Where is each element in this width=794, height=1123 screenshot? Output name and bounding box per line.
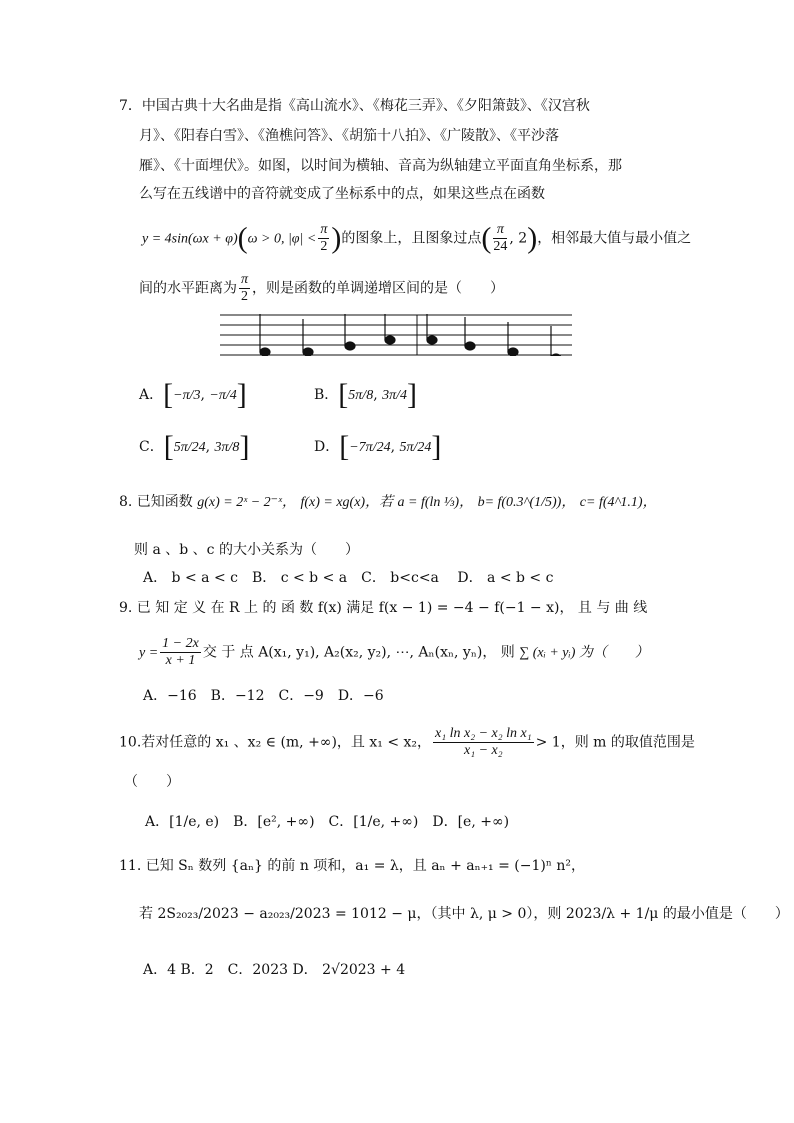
q7-option-c[interactable]: C．[5π/24, 3π/8] (139, 430, 250, 463)
note-7 (508, 348, 518, 356)
q7-line3: 雁》、《十面埋伏》。如图，以时间为横轴、音高为纵轴建立平面直角坐标系，那 (139, 158, 622, 174)
q8-line1: 8. 已知函数 g(x) = 2ˣ − 2⁻ˣ， f(x) = xg(x)，若 a = f(ln ⅓)， b= f(0.3^(1/5))， c= f(4^1.1)， (119, 494, 657, 510)
note-6 (465, 342, 475, 350)
q8-line2: 则 a 、b 、c 的大小关系为（ ） (134, 542, 359, 558)
q7-line5: y = 4sin(ωx + φ)(ω > 0, |φ| < $\frac{\pi}{2}$ )的图象上，且图象过点( $\frac{\pi}{24}$ , 2)，相邻最大值与最小值之 (142, 221, 692, 255)
q10-line1: 10.若对任意的 x₁ 、x₂ ∈ (m, +∞)，且 x₁ < x₂， $\frac{\text{x₁ ln x₂ − x₂ ln x₁}}{\text{x₁ − x₂}}$ > 1，则 m 的取值范围是 (119, 726, 695, 758)
q10-line2: （ ） (124, 774, 180, 790)
q7-line1: 7．中国古典十大名曲是指《高山流水》、《梅花三弄》、《夕阳箫鼓》、《汉宫秋 (119, 98, 590, 114)
q7-option-b[interactable]: B．[5π/8, 3π/4] (314, 378, 418, 411)
q7-line4: 么写在五线谱中的音符就变成了坐标系中的点，如果这些点在函数 (139, 186, 545, 202)
music-staff-figure (220, 314, 572, 356)
note-2 (303, 348, 313, 356)
q7-text-a: 的图象上，且图象过点 (341, 230, 482, 247)
note-5 (427, 336, 437, 344)
q7-text-b: ，相邻最大值与最小值之 (537, 230, 692, 247)
q7-line2: 月》、《阳春白雪》、《渔樵问答》、《胡笳十八拍》、《广陵散》、《平沙落 (139, 128, 559, 144)
q9-line1: 9. 已 知 定 义 在 R 上 的 函 数 f(x) 满足 f(x − 1) = −4 − f(−1 − x)， 且 与 曲 线 (119, 600, 648, 616)
q9-options[interactable]: A．−16 B．−12 C．−9 D．−6 (143, 688, 384, 704)
q7-condition: ω > 0, |φ| < (247, 231, 317, 247)
q8-options[interactable]: A． b < a < c B． c < b < a C． b<c<a D． a < b < c (143, 570, 554, 586)
q9-line2: y = $\frac{1 - 2x}{x + 1}$ 交 于 点 A(x₁, y₁), A₂(x₂, y₂), ⋯, Aₙ(xₙ, yₙ)， 则 ∑ (xᵢ + yᵢ) 为（ ） (139, 636, 649, 668)
q10-options[interactable]: A．[1/e, e) B．[e², +∞) C．[1/e, +∞) D．[e, +∞) (145, 814, 510, 830)
q7-option-a[interactable]: A．[−π/3, −π/4] (139, 378, 247, 411)
note-3 (345, 342, 355, 350)
q7-option-d[interactable]: D．[−7π/24, 5π/24] (314, 430, 442, 463)
q11-line2: 若 2S₂₀₂₃/2023 − a₂₀₂₃/2023 = 1012 − μ，（其中 λ, μ > 0），则 2023/λ + 1/μ 的最小值是（ ） (139, 906, 789, 922)
q11-line1: 11. 已知 Sₙ 数列 {aₙ} 的前 n 项和，a₁ = λ，且 aₙ + aₙ₊₁ = (−1)ⁿ n²， (119, 858, 585, 874)
note-4 (385, 336, 395, 344)
note-1 (260, 348, 270, 356)
q11-options[interactable]: A．4 B．2 C．2023 D． 2√2023 + 4 (143, 962, 406, 978)
note-8 (551, 354, 561, 356)
q7-line6: 间的水平距离为 $\frac{\pi}{2}$ ，则是函数的单调递增区间的是（ ） (139, 272, 505, 304)
q7-function: y = 4sin(ωx + φ) (142, 231, 238, 247)
